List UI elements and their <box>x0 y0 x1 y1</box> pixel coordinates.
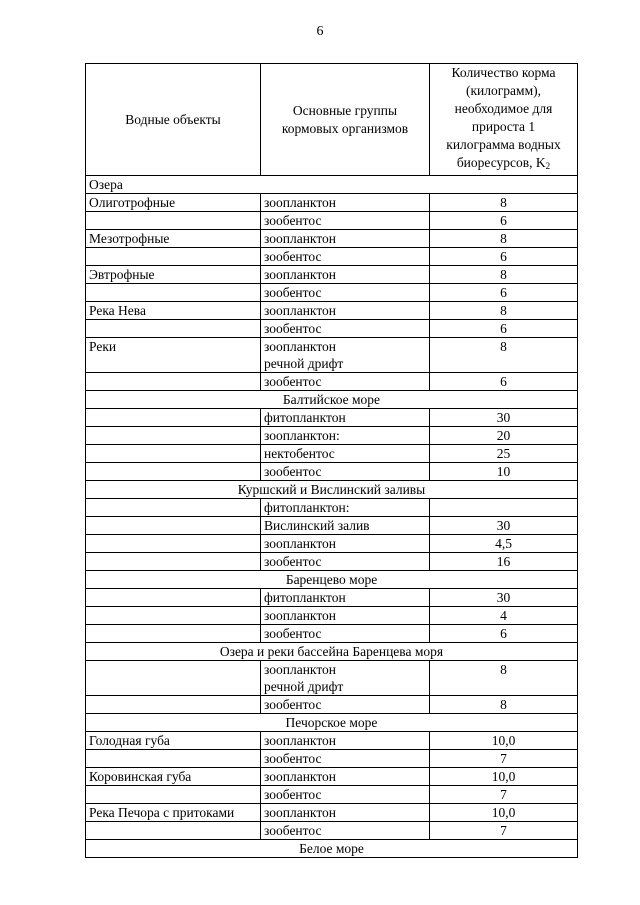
table-row <box>86 338 578 373</box>
table-row <box>86 822 578 840</box>
water-object-cell <box>86 625 261 643</box>
table-row <box>86 661 578 696</box>
feed-amount-cell: 7 <box>430 750 578 768</box>
header-feed-amount-line4: прироста 1 <box>471 119 536 134</box>
feed-group-cell: зообентос <box>261 284 430 302</box>
feed-group-cell: зоопланктон <box>261 266 430 284</box>
water-object-cell <box>86 696 261 714</box>
section-row <box>86 391 578 409</box>
header-feed-amount-line5: килограмма водных <box>446 137 561 152</box>
header-feed-groups-line2: кормовых организмов <box>281 120 409 136</box>
water-object-cell <box>86 535 261 553</box>
feed-group-line: речной дрифт <box>264 679 344 694</box>
table-row <box>86 302 578 320</box>
water-object-cell: Голодная губа <box>86 732 261 750</box>
feed-amount-cell: 6 <box>430 373 578 391</box>
section-row <box>86 176 578 194</box>
water-object-cell <box>86 786 261 804</box>
header-feed-amount-subscript: 2 <box>545 161 551 171</box>
table-row <box>86 212 578 230</box>
table-row <box>86 248 578 266</box>
water-object-cell <box>86 445 261 463</box>
table-row <box>86 732 578 750</box>
header-water-objects: Водные объекты <box>86 64 261 176</box>
table-row <box>86 625 578 643</box>
feed-group-cell: зообентос <box>261 212 430 230</box>
water-object-cell <box>86 212 261 230</box>
feed-amount-cell: 6 <box>430 284 578 302</box>
section-row <box>86 714 578 732</box>
feed-table <box>85 63 578 858</box>
table-row <box>86 445 578 463</box>
water-object-cell <box>86 517 261 535</box>
table-row <box>86 463 578 481</box>
water-object-cell: Мезотрофные <box>86 230 261 248</box>
feed-group-cell: зообентос <box>261 320 430 338</box>
table-row <box>86 373 578 391</box>
feed-group-line: зоопланктон <box>264 662 337 677</box>
water-object-cell <box>86 607 261 625</box>
water-object-cell <box>86 427 261 445</box>
feed-group-line: зоопланктон <box>264 339 337 354</box>
water-object-cell: Реки <box>86 338 261 373</box>
feed-amount-cell: 30 <box>430 409 578 427</box>
page-number: 6 <box>316 24 324 39</box>
header-feed-groups <box>261 64 430 176</box>
feed-amount-cell: 16 <box>430 553 578 571</box>
feed-amount-cell: 7 <box>430 822 578 840</box>
feed-group-cell <box>261 338 430 373</box>
feed-amount-cell: 8 <box>430 302 578 320</box>
section-title: Печорское море <box>86 714 578 732</box>
water-object-cell <box>86 320 261 338</box>
table-row <box>86 804 578 822</box>
table-row <box>86 750 578 768</box>
water-object-cell <box>86 553 261 571</box>
table-row <box>86 535 578 553</box>
table-row <box>86 553 578 571</box>
feed-group-cell: зообентос <box>261 696 430 714</box>
section-row <box>86 840 578 858</box>
section-title: Балтийское море <box>86 391 578 409</box>
feed-group-cell: зообентос <box>261 248 430 266</box>
section-title: Баренцево море <box>86 571 578 589</box>
water-object-cell: Коровинская губа <box>86 768 261 786</box>
feed-amount-cell: 8 <box>430 266 578 284</box>
water-object-cell: Река Печора с притоками <box>86 804 261 822</box>
feed-group-cell: зообентос <box>261 625 430 643</box>
feed-amount-cell: 8 <box>430 194 578 212</box>
water-object-cell <box>86 750 261 768</box>
feed-group-cell: зообентос <box>261 822 430 840</box>
header-feed-amount <box>430 64 578 176</box>
table-row <box>86 589 578 607</box>
feed-amount-cell: 4,5 <box>430 535 578 553</box>
feed-amount-cell: 10,0 <box>430 768 578 786</box>
table-row <box>86 499 578 517</box>
header-feed-amount-line3: необходимое для <box>454 101 553 116</box>
water-object-cell <box>86 248 261 266</box>
feed-amount-cell: 30 <box>430 589 578 607</box>
feed-group-cell: фитопланктон <box>261 409 430 427</box>
water-object-cell: Олиготрофные <box>86 194 261 212</box>
feed-group-cell: зоопланктон <box>261 804 430 822</box>
table-row <box>86 194 578 212</box>
feed-amount-cell: 6 <box>430 212 578 230</box>
feed-group-cell: зоопланктон <box>261 230 430 248</box>
section-row <box>86 643 578 661</box>
feed-amount-cell: 20 <box>430 427 578 445</box>
section-row <box>86 481 578 499</box>
feed-group-cell: зоопланктон <box>261 607 430 625</box>
water-object-cell <box>86 822 261 840</box>
water-object-cell <box>86 284 261 302</box>
section-title: Белое море <box>86 840 578 858</box>
section-title: Озера и реки бассейна Баренцева моря <box>86 643 578 661</box>
table-row <box>86 517 578 535</box>
water-object-cell: Река Нева <box>86 302 261 320</box>
table-row <box>86 768 578 786</box>
water-object-cell <box>86 409 261 427</box>
water-object-cell <box>86 661 261 696</box>
feed-group-cell: фитопланктон <box>261 589 430 607</box>
feed-group-cell: зообентос <box>261 786 430 804</box>
feed-group-cell: зообентос <box>261 373 430 391</box>
feed-group-cell: нектобентос <box>261 445 430 463</box>
table-row <box>86 696 578 714</box>
feed-amount-cell: 8 <box>430 696 578 714</box>
feed-amount-cell: 10 <box>430 463 578 481</box>
water-object-cell <box>86 373 261 391</box>
header-feed-amount-line6 <box>434 154 573 175</box>
section-title: Куршский и Вислинский заливы <box>86 481 578 499</box>
table-row <box>86 607 578 625</box>
feed-amount-cell: 6 <box>430 248 578 266</box>
header-feed-groups-line1: Основные группы <box>292 102 398 118</box>
table-row <box>86 786 578 804</box>
feed-amount-cell <box>430 499 578 517</box>
feed-group-cell: зообентос <box>261 553 430 571</box>
feed-group-cell: зоопланктон <box>261 732 430 750</box>
feed-amount-cell: 8 <box>430 661 578 696</box>
section-row <box>86 571 578 589</box>
feed-amount-cell: 30 <box>430 517 578 535</box>
header-feed-amount-line2: (килограмм), <box>465 83 541 98</box>
feed-group-cell: зоопланктон: <box>261 427 430 445</box>
feed-amount-cell: 25 <box>430 445 578 463</box>
table-row <box>86 409 578 427</box>
feed-group-cell: зоопланктон <box>261 535 430 553</box>
feed-group-cell: фитопланктон: <box>261 499 430 517</box>
water-object-cell <box>86 463 261 481</box>
table-row <box>86 427 578 445</box>
feed-amount-cell: 8 <box>430 338 578 373</box>
table-row <box>86 266 578 284</box>
feed-amount-cell: 8 <box>430 230 578 248</box>
header-feed-amount-line1: Количество корма <box>451 65 556 80</box>
table-header-row <box>86 64 578 176</box>
feed-group-cell <box>261 661 430 696</box>
table-row <box>86 284 578 302</box>
feed-group-cell: зоопланктон <box>261 768 430 786</box>
feed-group-cell: зообентос <box>261 750 430 768</box>
feed-group-cell: зоопланктон <box>261 194 430 212</box>
feed-group-line: речной дрифт <box>264 356 344 371</box>
feed-group-cell: Вислинский залив <box>261 517 430 535</box>
feed-amount-cell: 6 <box>430 320 578 338</box>
water-object-cell <box>86 589 261 607</box>
feed-group-cell: зоопланктон <box>261 302 430 320</box>
feed-group-cell: зообентос <box>261 463 430 481</box>
header-feed-amount-last: биоресурсов, K <box>456 155 546 170</box>
feed-amount-cell: 10,0 <box>430 804 578 822</box>
feed-amount-cell: 10,0 <box>430 732 578 750</box>
feed-amount-cell: 4 <box>430 607 578 625</box>
table-row <box>86 230 578 248</box>
section-title: Озера <box>86 176 578 194</box>
table-row <box>86 320 578 338</box>
water-object-cell: Эвтрофные <box>86 266 261 284</box>
feed-amount-cell: 7 <box>430 786 578 804</box>
water-object-cell <box>86 499 261 517</box>
feed-amount-cell: 6 <box>430 625 578 643</box>
